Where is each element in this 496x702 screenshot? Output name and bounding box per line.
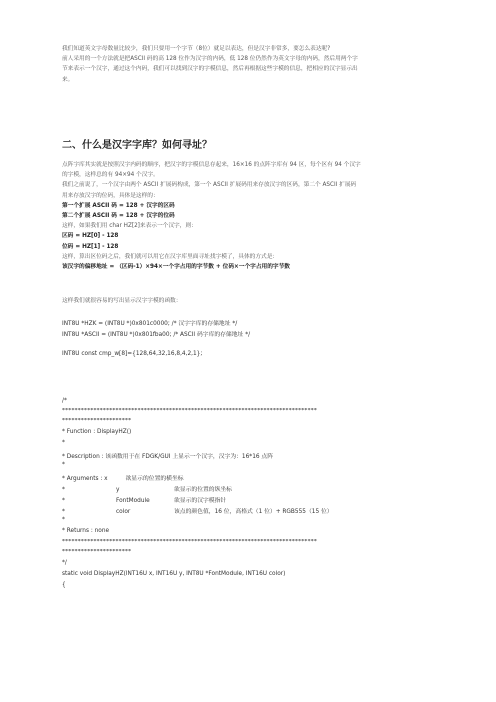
comment-description: * Description : 该函数用于在 FDGK/GUI 上显示一个汉字，汉字为：16*16 点阵 bbox=[62, 454, 274, 460]
intro-to-code bbox=[62, 296, 434, 306]
intro-paragraph bbox=[62, 44, 434, 85]
para-line: 的字模，这样总的有 94×94 个汉字。 bbox=[62, 172, 159, 179]
stars-line: ********************************************************************************* bbox=[62, 408, 318, 414]
intro-line-2: 前人采用的一个方法就是把ASCII 码的高 128 位作为汉字的内码，低 128 位仍然作为英文字母的内码，然后用两个字 bbox=[62, 56, 358, 63]
code-block bbox=[62, 318, 434, 362]
code-line: INT8U const cmp_w[8]={128,64,32,16,8,4,2,1}; bbox=[62, 351, 203, 357]
formula-line: 区码 = HZ[0] - 128 bbox=[62, 233, 119, 240]
formula-line: 第二个扩展 ASCII 码 = 128 + 汉字的位码 bbox=[62, 213, 175, 220]
formula-line: 位码 = HZ[1] - 128 bbox=[62, 243, 119, 250]
para-line: 这样，如果我们用 char HZ[2]来表示一个汉字，则： bbox=[62, 223, 197, 230]
para-line: 点阵字库其实就是按照汉字内码的顺序，把汉字的字模信息存起来，16×16 的点阵字库有 94 区，每个区有 94 个汉字 bbox=[62, 162, 361, 168]
comment-blank: * bbox=[62, 462, 65, 468]
comment-open: /* bbox=[62, 398, 67, 404]
intro-line-1: 我们知道英文字母数量比较少，我们只要用一个字节（8位）就足以表达，但是汉字非常多，要怎么表达呢? bbox=[62, 46, 331, 52]
open-brace: { bbox=[62, 582, 66, 588]
code-line: INT8U *ASCII = (INT8U *)0x801fba00; /* ASCII 码字库的存储地址 */ bbox=[62, 332, 251, 338]
stars-line: ********************** bbox=[62, 549, 132, 555]
comment-arg-color: * color 该点的颜色值，16 位，高格式（1 位）+ RGB555（15 位） bbox=[62, 509, 333, 515]
para-line: 这样我们就很容易的写出显示汉字字模的函数： bbox=[62, 298, 182, 304]
comment-close: */ bbox=[62, 560, 67, 566]
para-line: 用来存放汉字的位码，具体是这样的： bbox=[62, 192, 159, 199]
comment-arg-font: * FontModule 欲显示的汉字模指针 bbox=[62, 498, 227, 504]
formula-line: 该汉字的偏移地址 = （区码-1）×94×一个字占用的字节数 + 位码×一个字占用的字节数 bbox=[62, 264, 290, 271]
comment-blank: * bbox=[62, 517, 65, 523]
args-x-desc: 欲显示的位置的横坐标 bbox=[125, 476, 184, 482]
function-signature: static void DisplayHZ(INT16U x, INT16U y, INT8U *FontModule, INT16U color) bbox=[62, 571, 286, 577]
comment-args bbox=[62, 473, 434, 484]
intro-line-4: 来。 bbox=[62, 76, 74, 83]
para-line: 我们之前说了，一个汉字由两个 ASCII 扩展码构成，第一个 ASCII 扩展码用来存放汉字的区码，第二个 ASCII 扩展码 bbox=[62, 182, 357, 189]
stars-line: ********************** bbox=[62, 418, 132, 424]
comment-returns: * Returns : none bbox=[62, 528, 110, 534]
para-line: 这样，算出区位码之后，我们就可以用它在汉字库里面寻址找字模了，具体的方式是： bbox=[62, 253, 279, 260]
code-line: INT8U *HZK = (INT8U *)0x801c0000; /* 汉字字库的存储地址 */ bbox=[62, 321, 238, 327]
comment-arg-y: * y 欲显示的位置的纵坐标 bbox=[62, 487, 232, 493]
formula-line: 第一个扩展 ASCII 码 = 128 + 汉字的区码 bbox=[62, 202, 175, 209]
comment-function: * Function : DisplayHZ() bbox=[62, 429, 132, 435]
section-body bbox=[62, 160, 434, 272]
section-heading: 二、什么是汉字字库？如何寻址？ bbox=[62, 140, 212, 151]
stars-line: ********************************************************************************* bbox=[62, 539, 318, 545]
comment-block bbox=[62, 398, 434, 593]
args-label: * Arguments : x bbox=[62, 476, 108, 482]
comment-blank: * bbox=[62, 440, 65, 446]
intro-line-3: 节来表示一个汉字，通过这个内码，我们可以找到汉字的字模信息，然后再根据这些字模的信息，把相应的汉字显示出 bbox=[62, 66, 358, 73]
